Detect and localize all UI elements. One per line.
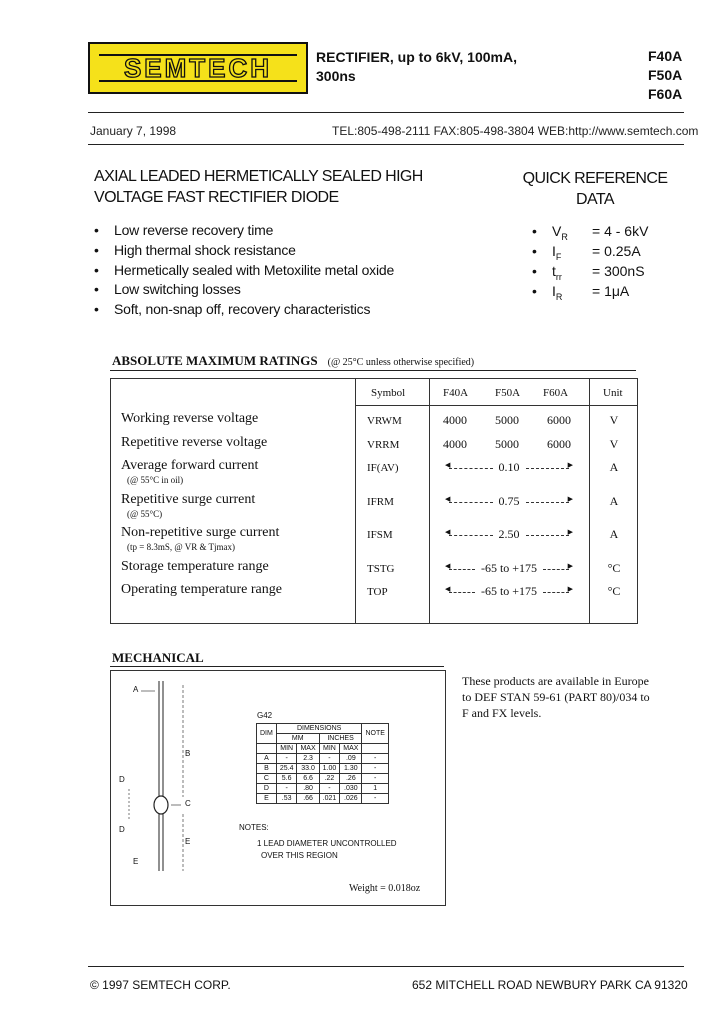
notes-title: NOTES: [239,823,269,832]
header-f50a: F50A [495,387,521,399]
dim-cell: 5.6 [276,774,297,784]
parameter-symbol: IF(AV) [367,462,399,474]
shared-value: 2.50 [498,527,520,541]
dim-cell: .26 [340,774,362,784]
header-f60a: F60A [543,387,569,399]
parameter-label: Repetitive reverse voltage [121,435,268,450]
dim-cell: - [319,784,340,794]
ratings-heading [112,352,474,370]
arrow-right-icon [541,586,571,598]
header-f40a: F40A [443,387,469,399]
shared-value-span [447,460,571,475]
package-code: G42 [257,711,273,720]
quick-reference-title-line-2: DATA [576,191,614,208]
feature-item [94,301,370,317]
document-date: January 7, 1998 [90,124,177,138]
arrow-right-icon [524,462,572,474]
dim-head-min: MIN [319,744,340,754]
note-line: OVER THIS REGION [261,851,338,860]
feature-text: Low reverse recovery time [114,222,274,238]
parameter-symbol: IFSM [367,529,393,541]
availability-line: F and FX levels. [462,706,542,720]
dim-cell: 25.4 [276,764,297,774]
parameter-label: Working reverse voltage [121,411,259,426]
dim-label-e: E [133,857,139,866]
feature-text: Soft, non-snap off, recovery characteristics [114,301,371,317]
address: 652 MITCHELL ROAD NEWBURY PARK CA 91320 [412,978,688,992]
quick-ref-symbol: $I_F$ [552,243,562,262]
value-f60a: 6000 [547,413,571,427]
dimensions-table [256,723,389,804]
feature-text: Low switching losses [114,281,241,297]
quick-reference-title [500,168,690,210]
arrow-left-icon [447,563,477,575]
bullet-icon: • [532,223,537,239]
quick-ref-symbol: $V_R$ [552,223,568,242]
table-row [257,794,389,804]
ratings-table [110,378,638,624]
subheader-rule [88,144,684,145]
quick-ref-symbol: $I_R$ [552,283,563,302]
availability-line: These products are available in Europe [462,674,649,688]
arrow-left-icon [447,529,495,541]
dim-cell: .021 [319,794,340,804]
arrow-right-icon [524,496,572,508]
dim-cell: 1 [362,784,388,794]
document-heading [316,48,517,86]
availability-note [462,673,650,721]
dim-cell: C [257,774,277,784]
product-title [94,166,434,208]
parameter-symbol: VRRM [367,439,400,451]
feature-item [94,262,394,278]
shared-value: 0.10 [498,460,520,474]
dim-head-max: MAX [340,744,362,754]
dim-cell: .80 [297,784,319,794]
dim-cell: - [319,754,340,764]
dim-label-b: B [185,749,191,758]
parameter-label: Average forward current [121,458,259,473]
feature-item [94,222,273,238]
value-f40a: 4000 [443,437,467,451]
parameter-condition: (tp = 8.3mS, @ VR & Tjmax) [127,542,236,552]
mechanical-drawing [110,670,446,906]
footer-rule [88,966,684,967]
product-title-line-1: AXIAL LEADED HERMETICALLY SEALED HIGH [94,168,423,185]
quick-ref-value: = 0.25A [592,243,641,259]
table-row [257,754,389,764]
availability-line: to DEF STAN 59-61 (PART 80)/034 to [462,690,650,704]
shared-value-span [447,527,571,542]
part-number-f40a: F40A [648,48,683,64]
dim-cell: .53 [276,794,297,804]
dim-label-c: C [185,799,191,808]
bullet-icon: • [532,283,537,299]
diode-outline-drawing [111,671,251,905]
heading-line-1: RECTIFIER, up to 6kV, 100mA, [316,49,517,65]
shared-value: -65 to +175 [480,561,538,575]
value-f50a: 5000 [495,437,519,451]
parameter-symbol: VRWM [367,415,402,427]
dim-head-mm: MM [276,734,319,744]
dim-head-inches: INCHES [319,734,362,744]
bullet-icon: • [94,242,99,258]
dim-cell: - [362,754,388,764]
copyright: © 1997 SEMTECH CORP. [90,978,231,992]
bullet-icon: • [532,243,537,259]
table-divider [429,379,430,623]
table-row [257,724,389,734]
shared-value-span [447,584,571,599]
dim-cell: - [362,774,388,784]
table-header-rule [355,405,637,406]
dim-label-d: D [119,775,125,784]
dim-label-a: A [133,685,139,694]
dim-cell: A [257,754,277,764]
feature-text: High thermal shock resistance [114,242,296,258]
logo-text: SEMTECH [99,54,297,82]
quick-ref-item [532,243,641,262]
ratings-rule [110,370,636,371]
quick-ref-item [532,223,648,242]
part-number-f50a: F50A [648,67,683,83]
dim-label-d: D [119,825,125,834]
shared-value-span [447,561,571,576]
quick-ref-symbol: $t_{rr}$ [552,263,562,282]
parameter-unit: A [609,460,619,474]
bullet-icon: • [94,222,99,238]
mechanical-title: MECHANICAL [112,650,204,665]
feature-item [94,242,296,258]
dim-cell: - [276,754,297,764]
parameter-unit: °C [607,584,621,598]
parameter-label: Non-repetitive surge current [121,525,280,540]
quick-ref-item [532,283,629,302]
bullet-icon: • [94,301,99,317]
arrow-right-icon [524,529,572,541]
value-f50a: 5000 [495,413,519,427]
dim-cell: 1.00 [319,764,340,774]
bullet-icon: • [94,281,99,297]
quick-ref-value: = 1μA [592,283,630,299]
header-unit: Unit [603,387,623,399]
parameter-label: Operating temperature range [121,582,282,597]
ratings-title: ABSOLUTE MAXIMUM RATINGS [112,353,318,368]
dim-head-note: NOTE [362,724,388,744]
note-line: 1 LEAD DIAMETER UNCONTROLLED [257,839,397,848]
parameter-condition: (@ 55°C) [127,509,163,519]
parameter-label: Repetitive surge current [121,492,256,507]
quick-ref-value: = 4 - 6kV [592,223,649,239]
arrow-left-icon [447,586,477,598]
parameter-unit: V [609,413,619,427]
dim-head-max: MAX [297,744,319,754]
shared-value: 0.75 [498,494,520,508]
dim-cell: .030 [340,784,362,794]
dim-cell: 2.3 [297,754,319,764]
dim-cell: - [362,794,388,804]
table-row [257,784,389,794]
contact-info: TEL:805-498-2111 FAX:805-498-3804 WEB:http://www.semtech.com [332,124,699,138]
parameter-label: Storage temperature range [121,559,269,574]
arrow-left-icon [447,496,495,508]
dim-cell: .22 [319,774,340,784]
parameter-unit: °C [607,561,621,575]
ratings-note: (@ 25°C unless otherwise specified) [327,357,475,368]
semtech-logo [88,42,308,94]
dim-head-dim: DIM [257,724,277,744]
dim-cell: 1.30 [340,764,362,774]
dim-cell: E [257,794,277,804]
table-row [257,744,389,754]
weight-label: Weight = 0.018oz [349,883,421,894]
table-row [257,774,389,784]
table-divider [355,379,356,623]
dim-cell: - [362,764,388,774]
shared-value: -65 to +175 [480,584,538,598]
parameter-unit: A [609,527,619,541]
dim-head-title: DIMENSIONS [276,724,362,734]
heading-line-2: 300ns [316,68,356,84]
parameter-symbol: IFRM [367,496,394,508]
parameter-symbol: TSTG [367,563,395,575]
quick-ref-item [532,263,645,282]
dim-cell: .66 [297,794,319,804]
part-number-f60a: F60A [648,86,683,102]
shared-value-span [447,494,571,509]
bullet-icon: • [94,262,99,278]
quick-ref-value: = 300nS [592,263,645,279]
feature-text: Hermetically sealed with Metoxilite metal oxide [114,262,395,278]
table-divider [589,379,590,623]
product-title-line-2: VOLTAGE FAST RECTIFIER DIODE [94,189,339,206]
parameter-unit: V [609,437,619,451]
parameter-condition: (@ 55°C in oil) [127,475,184,485]
table-row [257,764,389,774]
dim-cell: .026 [340,794,362,804]
quick-reference-title-line-1: QUICK REFERENCE [522,170,668,187]
bullet-icon: • [532,263,537,279]
mechanical-rule [110,666,444,667]
dim-cell: 6.6 [297,774,319,784]
value-f40a: 4000 [443,413,467,427]
header-symbol: Symbol [371,387,406,399]
feature-item [94,281,241,297]
dim-head-min: MIN [276,744,297,754]
dim-cell: B [257,764,277,774]
dim-cell: .09 [340,754,362,764]
dim-label-e: E [185,837,191,846]
parameter-unit: A [609,494,619,508]
parameter-symbol: TOP [367,586,388,598]
diode-body [154,796,168,814]
arrow-left-icon [447,462,495,474]
value-f60a: 6000 [547,437,571,451]
arrow-right-icon [541,563,571,575]
dim-cell: D [257,784,277,794]
header-rule [88,112,684,113]
dim-cell: - [276,784,297,794]
dim-cell: 33.0 [297,764,319,774]
